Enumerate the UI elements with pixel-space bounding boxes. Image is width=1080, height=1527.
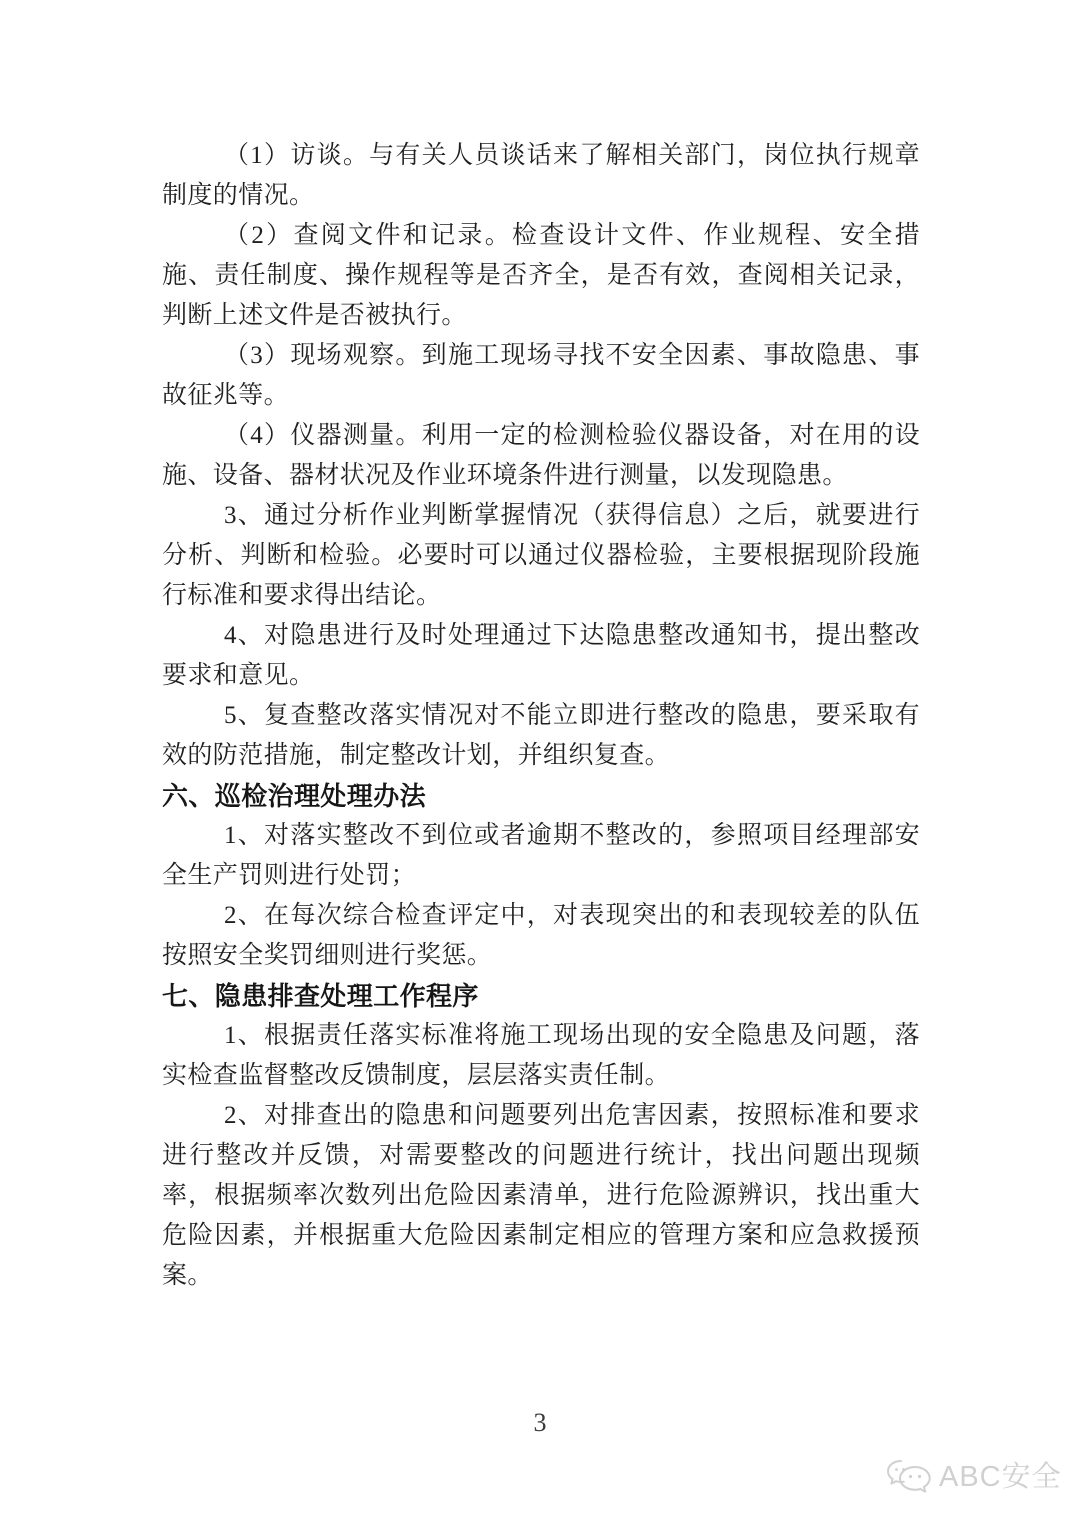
section-heading: 七、隐患排查处理工作程序 (162, 981, 479, 1011)
paragraph: （1）访谈。与有关人员谈话来了解相关部门，岗位执行规章制度的情况。 (162, 142, 920, 209)
paragraph: 2、对排查出的隐患和问题要列出危害因素，按照标准和要求进行整改并反馈，对需要整改的问题进行统计，找出问题出现频率，根据频率次数列出危险因素清单，进行危险源辨识，找出重大危险因素，并根据重大危险因素制定相应的管理方案和应急救援预案。 (162, 1102, 920, 1289)
paragraph: 3、通过分析作业判断掌握情况（获得信息）之后，就要进行分析、判断和检验。必要时可以通过仪器检验，主要根据现阶段施行标准和要求得出结论。 (162, 502, 920, 609)
paragraph: （2）查阅文件和记录。检查设计文件、作业规程、安全措施、责任制度、操作规程等是否齐全，是否有效，查阅相关记录，判断上述文件是否被执行。 (162, 222, 920, 329)
document-body (162, 136, 920, 1296)
paragraph: 2、在每次综合检查评定中，对表现突出的和表现较差的队伍按照安全奖罚细则进行奖惩。 (162, 902, 920, 969)
brand-watermark (886, 1458, 1062, 1496)
paragraph: 1、对落实整改不到位或者逾期不整改的，参照项目经理部安全生产罚则进行处罚； (162, 822, 920, 889)
section-heading: 六、巡检治理处理办法 (162, 781, 427, 811)
paragraph: 4、对隐患进行及时处理通过下达隐患整改通知书，提出整改要求和意见。 (162, 622, 920, 689)
paragraph: （3）现场观察。到施工现场寻找不安全因素、事故隐患、事故征兆等。 (162, 342, 920, 409)
paragraph: （4）仪器测量。利用一定的检测检验仪器设备，对在用的设施、设备、器材状况及作业环境条件进行测量，以发现隐患。 (162, 422, 920, 489)
paragraph: 1、根据责任落实标准将施工现场出现的安全隐患及问题，落实检查监督整改反馈制度，层层落实责任制。 (162, 1022, 920, 1089)
page-number: 3 (533, 1408, 547, 1437)
wechat-icon (886, 1458, 932, 1496)
paragraph: 5、复查整改落实情况对不能立即进行整改的隐患，要采取有效的防范措施，制定整改计划，并组织复查。 (162, 702, 920, 769)
watermark-label: ABC安全 (939, 1461, 1062, 1493)
